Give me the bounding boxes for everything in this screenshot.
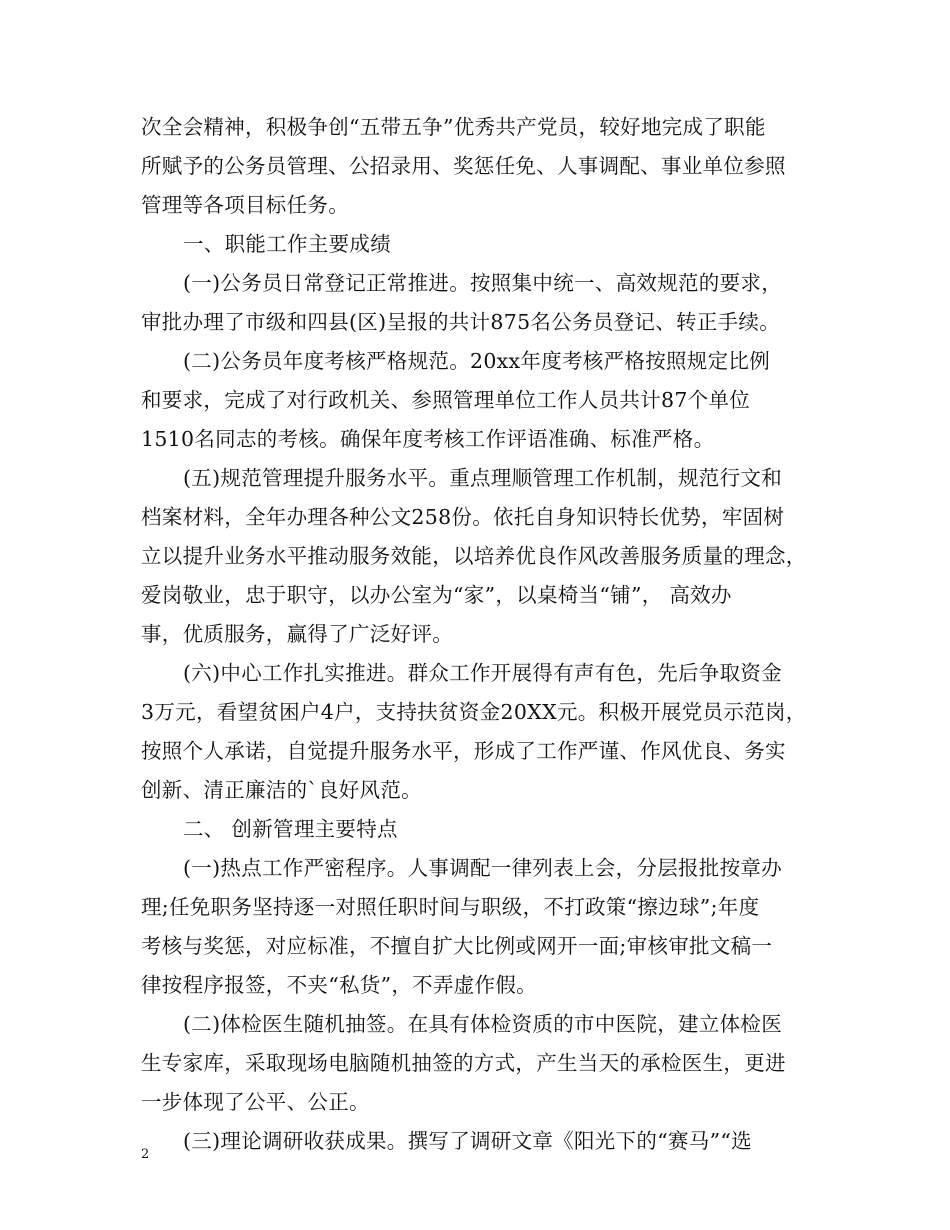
text-line: 次全会精神，积极争创“五带五争”优秀共产党员，较好地完成了职能: [141, 115, 766, 139]
paragraph-first-line: 一、职能工作主要成绩: [183, 232, 391, 256]
text-line: 创新、清正廉洁的`良好风范。: [141, 778, 422, 802]
text-line: 1510名同志的考核。确保年度考核工作评语准确、标准严格。: [141, 427, 715, 451]
paragraph-first-line: (一)热点工作严密程序。人事调配一律列表上会，分层报批按章办: [183, 856, 782, 880]
text-line: 和要求，完成了对行政机关、参照管理单位工作人员共计87个单位: [141, 388, 751, 412]
text-line: 事，优质服务，赢得了广泛好评。: [141, 622, 453, 646]
text-line: 律按程序报签，不夹“私货”，不弄虚作假。: [141, 973, 537, 997]
text-line: 所赋予的公务员管理、公招录用、奖惩任免、人事调配、事业单位参照: [141, 154, 786, 178]
paragraph-first-line: 二、 创新管理主要特点: [183, 817, 398, 841]
page-number: 2: [141, 1147, 150, 1162]
paragraph-first-line: (五)规范管理提升服务水平。重点理顺管理工作机制，规范行文和: [183, 466, 782, 490]
text-line: 理;任免职务坚持逐一对照任职时间与职级，不打政策“擦边球”;年度: [141, 895, 760, 919]
text-line: 考核与奖惩，对应标准，不擅自扩大比例或网开一面;审核审批文稿一: [141, 934, 773, 958]
text-line: 3万元，看望贫困户4户，支持扶贫资金20XX元。积极开展党员示范岗，: [141, 700, 807, 724]
text-line: 立以提升业务水平推动服务效能，以培养优良作风改善服务质量的理念，: [141, 544, 807, 568]
text-line: 爱岗敬业，忠于职守，以办公室为“家”，以桌椅当“铺”， 高效办: [141, 583, 732, 607]
paragraph-first-line: (六)中心工作扎实推进。群众工作开展得有声有色，先后争取资金: [183, 661, 782, 685]
paragraph-first-line: (二)公务员年度考核严格规范。20xx年度考核严格按照规定比例: [183, 349, 771, 373]
paragraph-first-line: (三)理论调研收获成果。撰写了调研文章《阳光下的“赛马”“选: [183, 1129, 752, 1153]
body-text: [141, 108, 821, 1161]
text-line: 档案材料，全年办理各种公文258份。依托自身知识特长优势，牢固树: [141, 505, 785, 529]
text-line: 按照个人承诺，自觉提升服务水平，形成了工作严谨、作风优良、务实: [141, 739, 786, 763]
text-line: 生专家库，采取现场电脑随机抽签的方式，产生当天的承检医生，更进: [141, 1051, 786, 1075]
text-line: 审批办理了市级和四县(区)呈报的共计875名公务员登记、转正手续。: [141, 310, 781, 334]
paragraph-first-line: (一)公务员日常登记正常推进。按照集中统一、高效规范的要求，: [183, 271, 782, 295]
text-line: 一步体现了公平、公正。: [141, 1090, 370, 1114]
text-line: 管理等各项目标任务。: [141, 193, 349, 217]
paragraph-first-line: (二)体检医生随机抽签。在具有体检资质的市中医院，建立体检医: [183, 1012, 782, 1036]
